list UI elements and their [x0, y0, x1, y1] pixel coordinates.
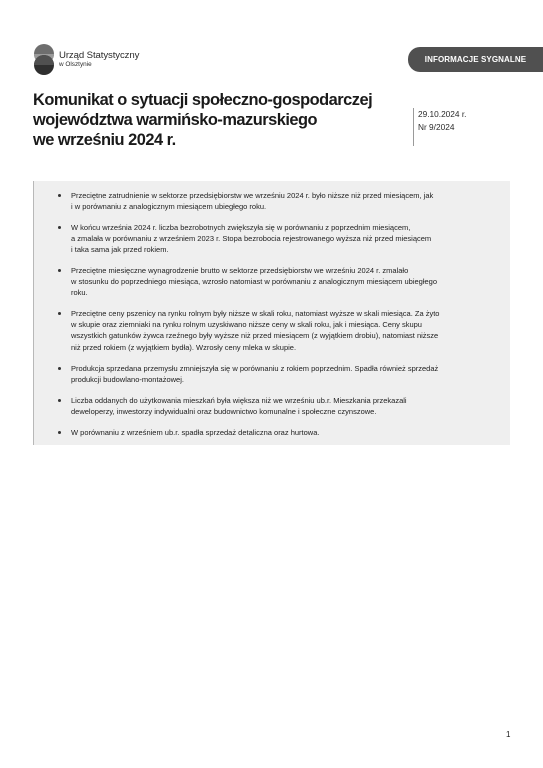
publication-type-badge: INFORMACJE SYGNALNE [408, 47, 543, 72]
summary-line: produkcji budowlano-montażowej. [71, 375, 184, 385]
summary-line: Przeciętne zatrudnienie w sektorze przedsiębiorstw we wrześniu 2024 r. było niższe niż przed miesiącem, jak [71, 191, 434, 200]
bullet-icon [58, 269, 61, 272]
summary-line: W końcu września 2024 r. liczba bezrobotnych zwiększyła się w porównaniu z poprzednim miesiącem, [71, 223, 411, 232]
summary-item [34, 308, 511, 353]
logo-name: Urząd Statystyczny [59, 50, 140, 61]
summary-box [33, 181, 510, 445]
summary-line: deweloperzy, inwestorzy indywidualni oraz budownictwo komunalne i społeczne czynszowe. [71, 407, 377, 417]
summary-line: i taka sama jak przed rokiem. [71, 245, 169, 255]
logo-emblem-icon [33, 43, 55, 76]
summary-line: W porównaniu z wrześniem ub.r. spadła sprzedaż detaliczna oraz hurtowa. [71, 428, 320, 437]
summary-line: w stosunku do poprzedniego miesiąca, wzrosło natomiast w porównaniu z analogicznym miesiącem ubiegłego [71, 277, 438, 287]
summary-line: Przeciętne miesięczne wynagrodzenie brutto w sektorze przedsiębiorstw we wrześniu 2024 r. zmalało [71, 266, 409, 275]
title-line: województwa warmińsko-mazurskiego [33, 111, 318, 129]
bullet-icon [58, 431, 61, 434]
summary-line: w skupie oraz ziemniaki na rynku rolnym uzyskiwano niższe ceny w skali roku, jak i miesiąca. Ceny skupu [71, 320, 422, 330]
summary-item [34, 427, 511, 438]
title-line: Komunikat o sytuacji społeczno-gospodarczej [33, 91, 373, 109]
title-line: we wrześniu 2024 r. [33, 131, 176, 149]
summary-item [34, 190, 511, 212]
page-title [33, 90, 403, 150]
office-logo [33, 43, 139, 76]
logo-subtitle: w Olsztynie [59, 60, 92, 68]
bullet-icon [58, 399, 61, 402]
summary-line: wszystkich gatunków żywca rzeźnego były wyższe niż przed miesiącem (z wyjątkiem drobiu), natomiast niższe [71, 331, 439, 341]
bullet-icon [58, 367, 61, 370]
publication-date: 29.10.2024 r. [418, 109, 467, 119]
bullet-icon [58, 312, 61, 315]
summary-line: Produkcja sprzedana przemysłu zmniejszyła się w porównaniu z rokiem poprzednim. Spadła również sprzedaż [71, 364, 439, 373]
publication-meta [413, 108, 466, 146]
summary-line: i w porównaniu z analogicznym miesiącem ubiegłego roku. [71, 202, 267, 212]
summary-item [34, 265, 511, 299]
summary-line: niż przed rokiem (z wyjątkiem bydła). Wzrosły ceny mleka w skupie. [71, 342, 297, 352]
summary-item [34, 222, 511, 256]
bullet-icon [58, 226, 61, 229]
summary-line: a zmalała w porównaniu z wrześniem 2023 r. Stopa bezrobocia rejestrowanego wyższa niż przed miesiącem [71, 234, 432, 244]
publication-number: Nr 9/2024 [418, 121, 455, 132]
summary-line: Przeciętne ceny pszenicy na rynku rolnym były niższe w skali roku, natomiast wyższe w skali miesiąca. Za żyto [71, 309, 440, 318]
summary-item [34, 395, 511, 417]
bullet-icon [58, 194, 61, 197]
summary-line: Liczba oddanych do użytkowania mieszkań była większa niż we wrześniu ub.r. Mieszkania przekazali [71, 396, 407, 405]
page-number: 1 [506, 730, 511, 739]
summary-line: roku. [71, 288, 88, 298]
summary-item [34, 363, 511, 385]
